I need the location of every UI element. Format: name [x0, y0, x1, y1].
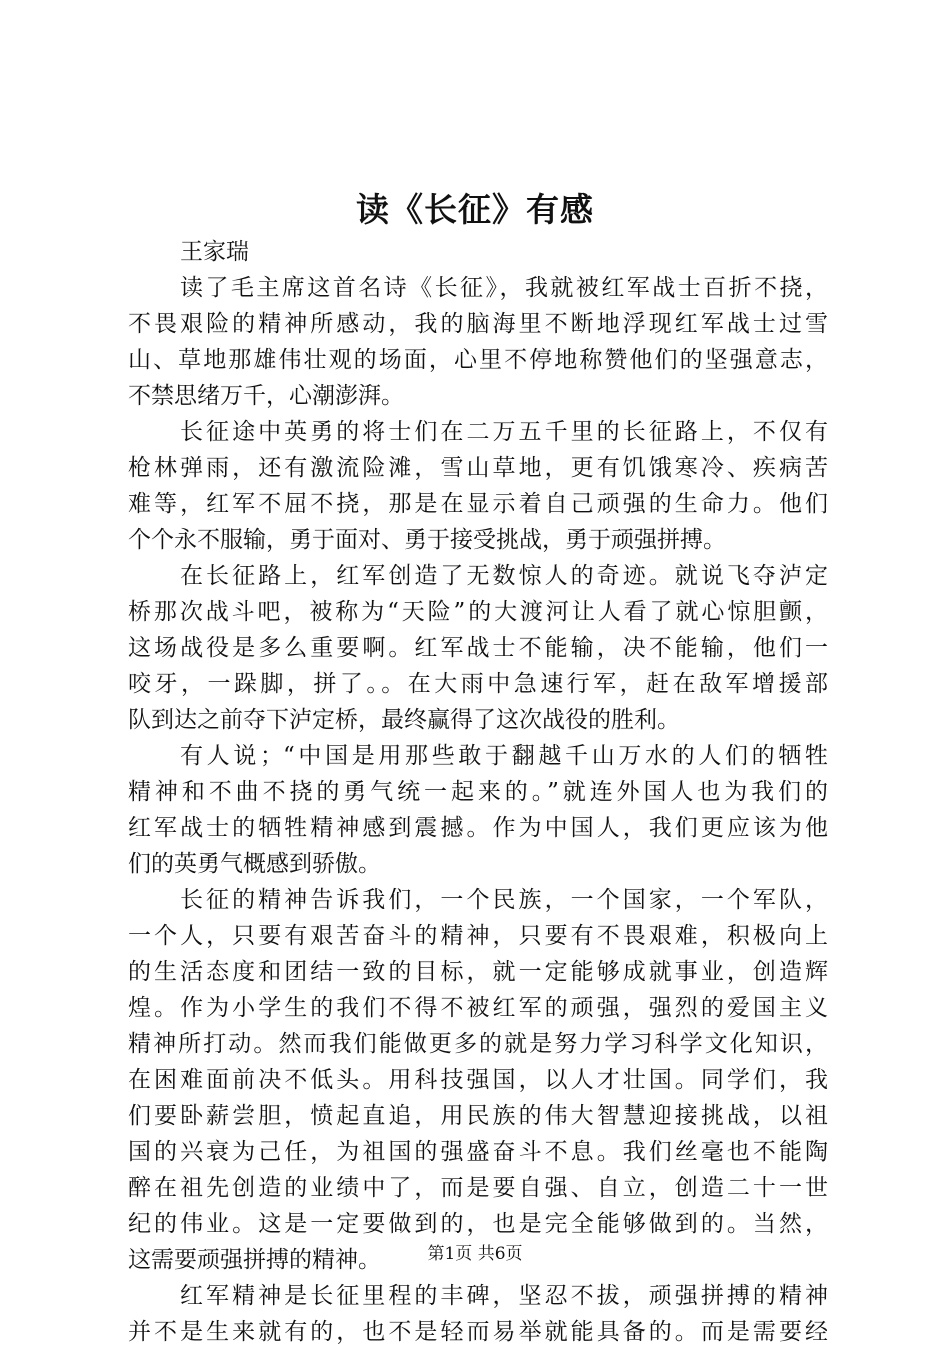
author-line: 王家瑞	[180, 239, 249, 265]
document-title: 读《长征》有感	[356, 190, 594, 229]
text-line: 队到达之前夺下泸定桥，最终赢得了这次战役的胜利。	[128, 707, 680, 733]
text-line: 的生活态度和团结一致的目标，就一定能够成就事业，创造辉	[128, 959, 828, 985]
text-line: 有人说；“中国是用那些敢于翻越千山万水的人们的牺牲	[180, 743, 828, 769]
text-line: 红军战士的牺牲精神感到震撼。作为中国人，我们更应该为他	[128, 815, 828, 841]
text-line: 不畏艰险的精神所感动，我的脑海里不断地浮现红军战士过雪	[128, 311, 828, 337]
text-line: 这场战役是多么重要啊。红军战士不能输，决不能输，他们一	[128, 635, 828, 661]
text-line: 们的英勇气概感到骄傲。	[128, 851, 381, 877]
document-body	[128, 234, 828, 1350]
body-text	[128, 270, 828, 1350]
text-line: 枪林弹雨，还有激流险滩，雪山草地，更有饥饿寒冷、疾病苦	[128, 455, 828, 481]
text-line: 纪的伟业。这是一定要做到的，也是完全能够做到的。当然，	[128, 1211, 828, 1237]
text-line: 读了毛主席这首名诗《长征》，我就被红军战士百折不挠，	[180, 275, 828, 301]
text-line: 醉在祖先创造的业绩中了，而是要自强、自立，创造二十一世	[128, 1175, 828, 1201]
text-line: 在长征路上，红军创造了无数惊人的奇迹。就说飞夺泸定	[180, 563, 828, 589]
page-footer: 第1页 共6页	[427, 1244, 523, 1264]
text-line: 个个永不服输，勇于面对、勇于接受挑战，勇于顽强拼搏。	[128, 527, 726, 553]
text-line: 山、草地那雄伟壮观的场面，心里不停地称赞他们的坚强意志，	[128, 347, 828, 373]
text-line: 这需要顽强拼搏的精神。	[128, 1247, 381, 1273]
text-line: 精神和不曲不挠的勇气统一起来的。”就连外国人也为我们的	[128, 779, 828, 805]
text-line: 精神所打动。然而我们能做更多的就是努力学习科学文化知识，	[128, 1031, 828, 1057]
text-line: 红军精神是长征里程的丰碑，坚忍不拔，顽强拼搏的精神	[180, 1283, 828, 1309]
text-line: 长征途中英勇的将士们在二万五千里的长征路上，不仅有	[180, 419, 828, 445]
text-line: 国的兴衰为己任，为祖国的强盛奋斗不息。我们丝毫也不能陶	[128, 1139, 828, 1165]
text-line: 长征的精神告诉我们，一个民族，一个国家，一个军队，	[180, 887, 828, 913]
text-line: 煌。作为小学生的我们不得不被红军的顽强，强烈的爱国主义	[128, 995, 828, 1021]
text-line: 在困难面前决不低头。用科技强国，以人才壮国。同学们，我	[128, 1067, 828, 1093]
text-line: 一个人，只要有艰苦奋斗的精神，只要有不畏艰难，积极向上	[128, 923, 828, 949]
text-line: 们要卧薪尝胆，愤起直追，用民族的伟大智慧迎接挑战，以祖	[128, 1103, 828, 1129]
text-line: 并不是生来就有的，也不是轻而易举就能具备的。而是需要经	[128, 1319, 828, 1345]
text-line: 不禁思绪万千，心潮澎湃。	[128, 383, 404, 409]
text-line: 咬牙，一跺脚，拼了。。在大雨中急速行军，赶在敌军增援部	[128, 671, 828, 697]
text-line: 桥那次战斗吧，被称为“天险”的大渡河让人看了就心惊胆颤，	[128, 599, 828, 625]
text-line: 难等，红军不屈不挠，那是在显示着自己顽强的生命力。他们	[128, 491, 828, 517]
